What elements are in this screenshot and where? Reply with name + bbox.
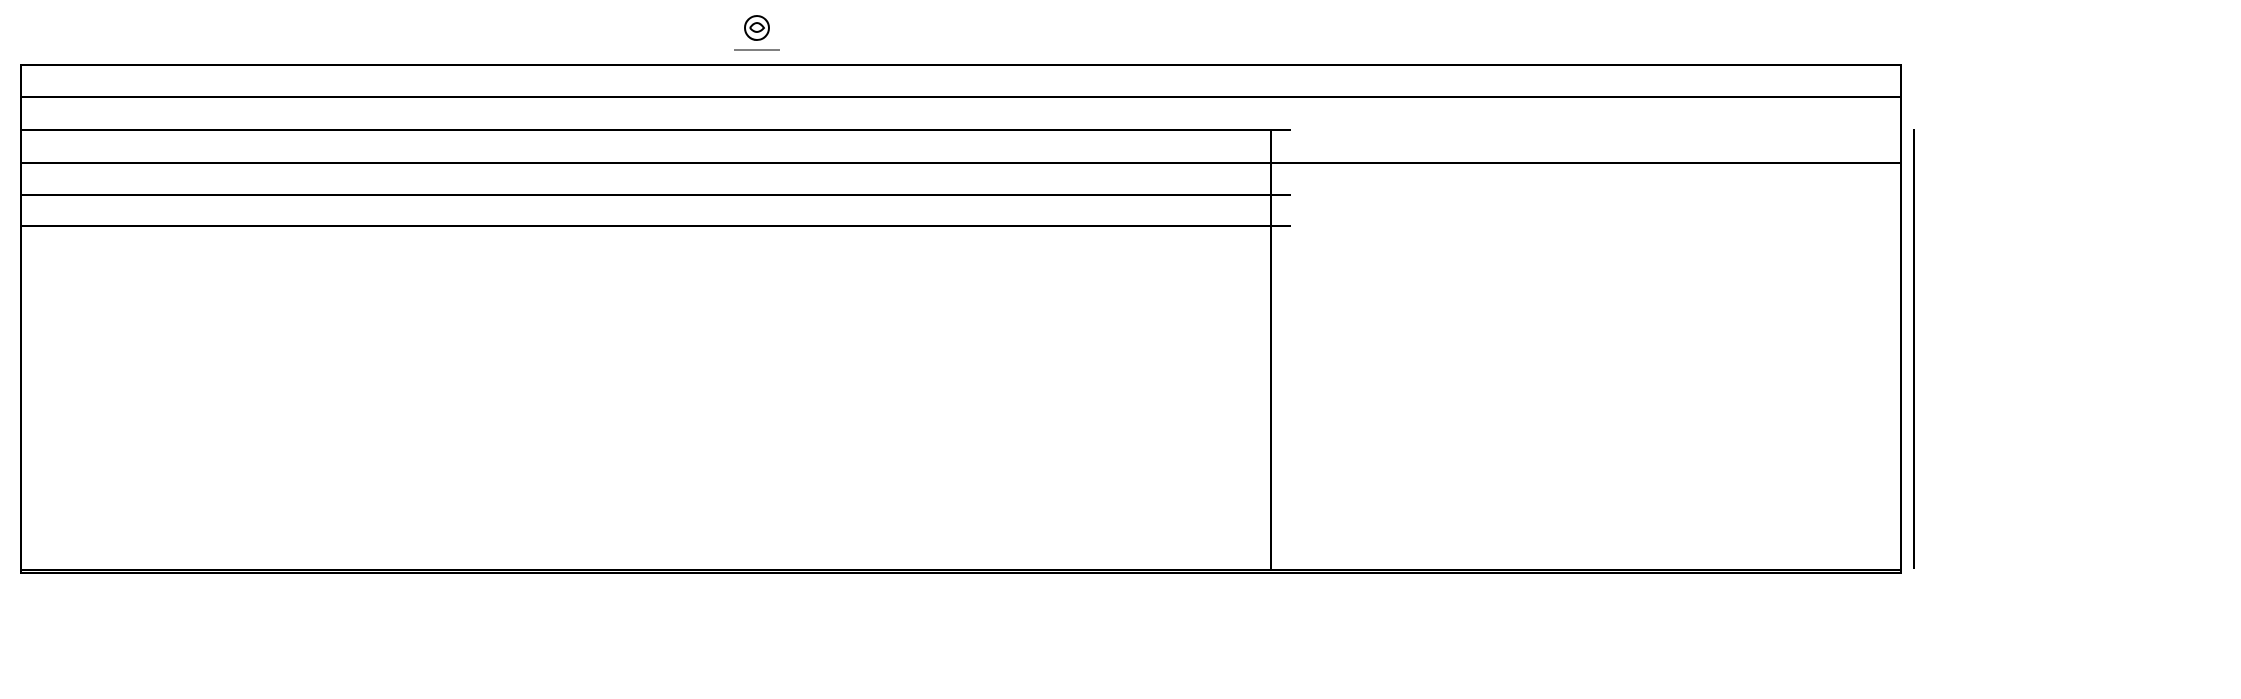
form-frame	[20, 64, 1902, 574]
certipostal-logo	[722, 12, 792, 58]
barcode	[1305, 8, 1900, 60]
